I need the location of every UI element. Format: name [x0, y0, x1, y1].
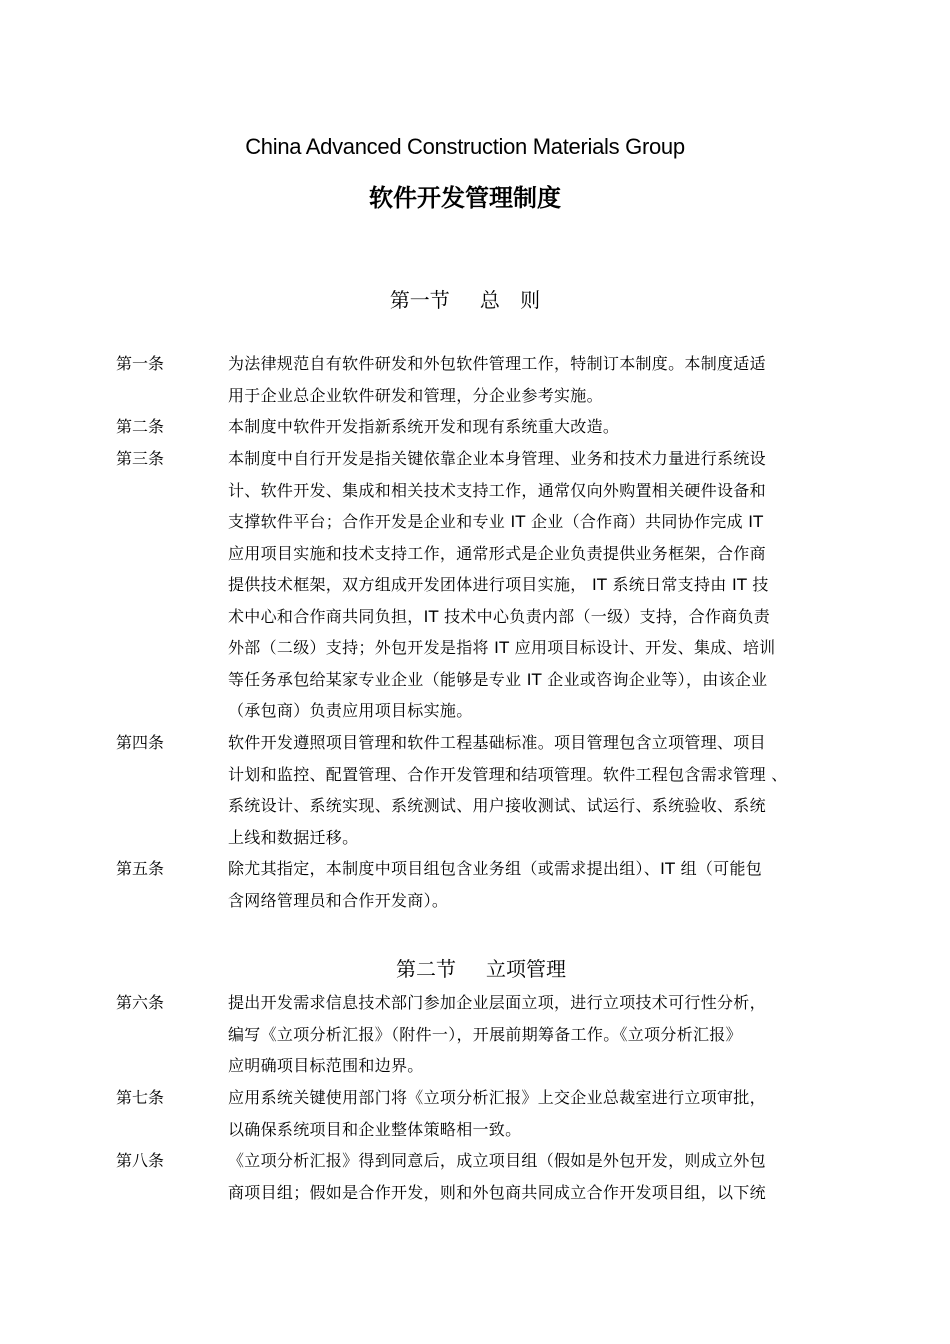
section-heading [6, 953, 950, 982]
section-number: 第一节 [389, 288, 450, 312]
article-label: 第四条 [116, 733, 165, 752]
article-line: 本制度中软件开发指新系统开发和现有系统重大改造。 [228, 417, 620, 436]
article-line: 商项目组；假如是合作开发，则和外包商共同成立合作开发项目组，以下统 [228, 1182, 766, 1202]
section-name: 立项管理 [486, 957, 566, 981]
article-label: 第三条 [116, 449, 165, 468]
article-line: 用于企业总企业软件研发和管理，分企业参考实施。 [228, 385, 603, 405]
article-line: 编写《立项分析汇报》（附件一），开展前期筹备工作。《立项分析汇报》 [228, 1024, 742, 1044]
article-line: 外部（二级）支持；外包开发是指将 IT 应用项目标设计、开发、集成、培训 [228, 638, 776, 657]
article-line: 软件开发遵照项目管理和软件工程基础标准。项目管理包含立项管理、项目 [228, 733, 766, 752]
article-line: 应用系统关键使用部门将《立项分析汇报》上交企业总裁室进行立项审批， [228, 1088, 766, 1107]
document-title: 软件开发管理制度 [369, 184, 561, 212]
article-line: 本制度中自行开发是指关键依靠企业本身管理、业务和技术力量进行系统设 [228, 449, 766, 468]
article-line: 以确保系统项目和企业整体策略相一致。 [228, 1119, 522, 1139]
article-line: （承包商）负责应用项目标实施。 [228, 701, 473, 720]
article-label: 第一条 [116, 354, 165, 373]
article-line: 《立项分析汇报》得到同意后，成立项目组（假如是外包开发，则成立外包 [228, 1151, 766, 1170]
article-label: 第六条 [116, 993, 165, 1012]
section-number: 第二节 [396, 957, 456, 981]
article-line: 为法律规范自有软件研发和外包软件管理工作，特制订本制度。本制度适适 [228, 354, 766, 373]
article-line: 上线和数据迁移。 [228, 827, 359, 847]
article-label: 第二条 [116, 417, 165, 436]
article-line: 计划和监控、配置管理、合作开发管理和结项管理。软件工程包含需求管理 、 [228, 764, 788, 784]
article-line: 计、软件开发、集成和相关技术支持工作，通常仅向外购置相关硬件设备和 [228, 480, 766, 500]
article-line: 提供技术框架，双方组成开发团体进行项目实施， IT 系统日常支持由 IT 技 [228, 575, 769, 594]
section-heading [0, 284, 940, 313]
article-label: 第五条 [116, 859, 165, 878]
company-name: China Advanced Construction Materials Group [245, 134, 685, 159]
section-name: 总 则 [479, 288, 541, 312]
article-line: 应用项目实施和技术支持工作，通常形式是企业负责提供业务框架，合作商 [228, 543, 766, 563]
article-line: 除尤其指定，本制度中项目组包含业务组（或需求提出组）、IT 组（可能包 [228, 859, 763, 878]
article-line: 提出开发需求信息技术部门参加企业层面立项，进行立项技术可行性分析， [228, 993, 766, 1012]
article-label: 第八条 [116, 1151, 165, 1170]
article-line: 等任务承包给某家专业企业（能够是专业 IT 企业或咨询企业等），由该企业 [228, 669, 768, 689]
article-line: 支撑软件平台；合作开发是企业和专业 IT 企业（合作商）共同协作完成 IT [228, 512, 764, 531]
article-line: 术中心和合作商共同负担，IT 技术中心负责内部（一级）支持，合作商负责 [228, 606, 771, 626]
article-line: 应明确项目标范围和边界。 [228, 1056, 424, 1075]
article-line: 系统设计、系统实现、系统测试、用户接收测试、试运行、系统验收、系统 [228, 796, 766, 815]
article-label: 第七条 [116, 1088, 165, 1107]
article-line: 含网络管理员和合作开发商）。 [228, 890, 449, 910]
